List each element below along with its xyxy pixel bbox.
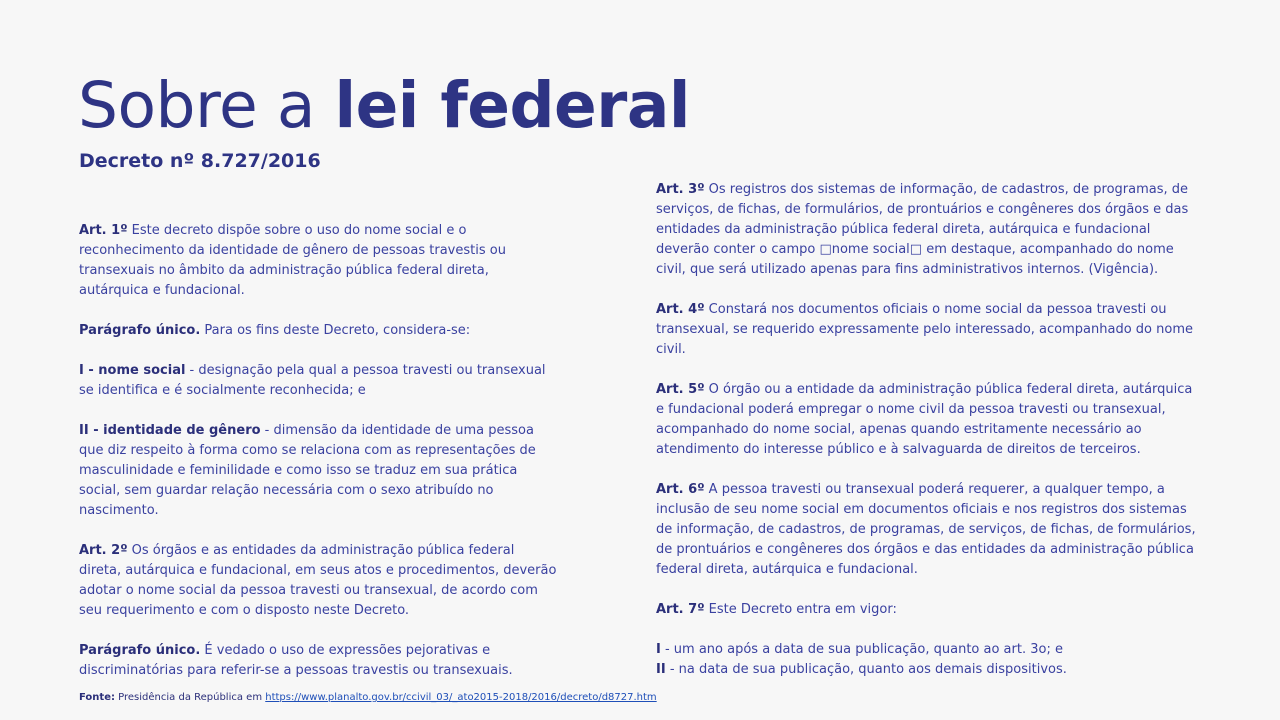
list-item [656,642,1063,657]
article-label: Art. 5º [656,382,705,397]
article-7 [656,600,1201,620]
article-1-item-i [79,361,559,401]
article-label: II - identidade de gênero [79,423,261,438]
article-5 [656,380,1201,460]
article-label: I - nome social [79,363,186,378]
article-text: Este decreto dispõe sobre o uso do nome social e o reconhecimento da identidade de gênero de pessoas travestis ou transexuais no âmbito da administração pública federal direta, autárquica e fundacional. [79,223,506,298]
article-label: Art. 2º [79,543,128,558]
article-label: Parágrafo único. [79,323,201,338]
article-label: Parágrafo único. [79,643,201,658]
list-item [656,662,1067,677]
article-label: Art. 7º [656,602,705,617]
article-text: Para os fins deste Decreto, considera-se: [200,323,471,338]
source-label: Fonte: [79,692,115,703]
right-column [656,180,1201,680]
item-text: - na data de sua publicação, quanto aos demais dispositivos. [665,662,1067,677]
article-text: - dimensão da identidade de uma pessoa que diz respeito à forma como se relaciona com as representações de masculinidade e feminilidade e como isso se traduz em sua prática social, sem guardar relação necessária com o sexo atribuído no nascimento. [79,423,536,518]
article-text: O órgão ou a entidade da administração pública federal direta, autárquica e fundacional poderá empregar o nome civil da pessoa travesti ou transexual, acompanhado do nome social, apenas quando estritamente necessário ao atendimento do interesse público e à salvaguarda de direitos de terceiros. [656,382,1193,457]
article-1-paragraph [79,321,559,341]
article-2 [79,541,559,621]
article-text: Os órgãos e as entidades da administração pública federal direta, autárquica e fundacional, em seus atos e procedimentos, deverão adotar o nome social da pessoa travesti ou transexual, de acordo com seu requerimento e com o disposto neste Decreto. [79,543,557,618]
article-text: É vedado o uso de expressões pejorativas e discriminatórias para referir-se a pessoas travestis ou transexuais. [79,643,513,678]
article-text: Este Decreto entra em vigor: [704,602,897,617]
page-title-bold: lei federal [334,69,690,142]
item-label: II [656,662,666,677]
left-column [79,221,559,701]
source-note [79,691,657,705]
article-7-items [656,640,1201,680]
item-text: - um ano após a data de sua publicação, quanto ao art. 3o; e [660,642,1063,657]
article-label: Art. 4º [656,302,705,317]
article-1 [79,221,559,301]
page-title [78,66,690,146]
article-text: A pessoa travesti ou transexual poderá requerer, a qualquer tempo, a inclusão de seu nome social em documentos oficiais e nos registros dos sistemas de informação, de cadastros, de programas, de serviços, de fichas, de formulários, de prontuários e congêneres dos órgãos e das entidades da administração pública federal direta, autárquica e fundacional. [656,482,1196,577]
article-text: - designação pela qual a pessoa travesti ou transexual se identifica e é socialmente reconhecida; e [79,363,546,398]
article-label: Art. 6º [656,482,705,497]
page-subtitle: Decreto nº 8.727/2016 [79,150,321,172]
source-text: Presidência da República em [114,692,266,703]
article-1-item-ii [79,421,559,521]
source-link[interactable]: https://www.planalto.gov.br/ccivil_03/_ato2015-2018/2016/decreto/d8727.htm [265,692,657,703]
article-6 [656,480,1201,580]
article-label: Art. 1º [79,223,128,238]
article-4 [656,300,1201,360]
article-3 [656,180,1201,280]
article-2-paragraph [79,641,559,681]
page-title-light: Sobre a [78,69,335,142]
article-text: Constará nos documentos oficiais o nome social da pessoa travesti ou transexual, se requerido expressamente pelo interessado, acompanhado do nome civil. [656,302,1193,357]
article-label: Art. 3º [656,182,705,197]
item-label: I [656,642,661,657]
article-text: Os registros dos sistemas de informação, de cadastros, de programas, de serviços, de fichas, de formulários, de prontuários e congêneres dos órgãos e das entidades da administração pública federal direta, autárquica e fundacional deverão conter o campo □nome social□ em destaque, acompanhado do nome civil, que será utilizado apenas para fins administrativos internos. (Vigência). [656,182,1189,277]
